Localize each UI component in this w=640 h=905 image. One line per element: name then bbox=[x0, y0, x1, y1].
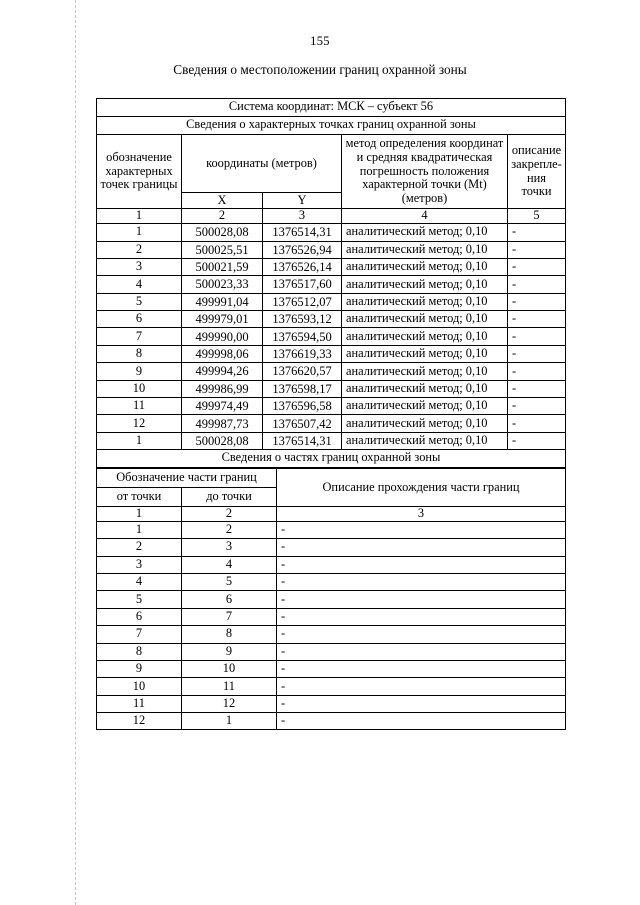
cell-from-point: 8 bbox=[97, 643, 182, 660]
cell-from-point: 11 bbox=[97, 695, 182, 712]
cell-point: 10 bbox=[97, 380, 182, 397]
cell-part-description: - bbox=[277, 626, 566, 643]
cell-y: 1376517,60 bbox=[263, 276, 342, 293]
cell-x: 500028,08 bbox=[182, 224, 263, 241]
table-row bbox=[97, 224, 566, 241]
header-x: X bbox=[182, 193, 263, 209]
cell-description: - bbox=[508, 380, 566, 397]
cell-from-point: 5 bbox=[97, 591, 182, 608]
col-num-1: 1 bbox=[97, 209, 182, 224]
cell-description: - bbox=[508, 398, 566, 415]
cell-description: - bbox=[508, 345, 566, 362]
cell-to-point: 11 bbox=[182, 678, 277, 695]
cell-description: - bbox=[508, 415, 566, 432]
cell-part-description: - bbox=[277, 539, 566, 556]
table-row bbox=[97, 660, 566, 677]
cell-point: 5 bbox=[97, 293, 182, 310]
cell-to-point: 12 bbox=[182, 695, 277, 712]
header-y: Y bbox=[263, 193, 342, 209]
cell-x: 499990,00 bbox=[182, 328, 263, 345]
cell-x: 500028,08 bbox=[182, 432, 263, 449]
cell-description: - bbox=[508, 276, 566, 293]
table-row bbox=[97, 345, 566, 362]
table-row bbox=[97, 626, 566, 643]
cell-description: - bbox=[508, 311, 566, 328]
cell-from-point: 7 bbox=[97, 626, 182, 643]
cell-from-point: 9 bbox=[97, 660, 182, 677]
cell-y: 1376512,07 bbox=[263, 293, 342, 310]
cell-point: 12 bbox=[97, 415, 182, 432]
cell-to-point: 7 bbox=[182, 608, 277, 625]
cell-point: 8 bbox=[97, 345, 182, 362]
cell-part-description: - bbox=[277, 556, 566, 573]
cell-point: 9 bbox=[97, 363, 182, 380]
cell-part-description: - bbox=[277, 660, 566, 677]
parts-column-number-row bbox=[97, 506, 566, 521]
cell-method: аналитический метод; 0,10 bbox=[342, 398, 508, 415]
col-num-2: 2 bbox=[182, 209, 263, 224]
table-row bbox=[97, 311, 566, 328]
table-row bbox=[97, 293, 566, 310]
table-row bbox=[97, 415, 566, 432]
table-row bbox=[97, 556, 566, 573]
cell-part-description: - bbox=[277, 521, 566, 538]
table-row bbox=[97, 398, 566, 415]
cell-method: аналитический метод; 0,10 bbox=[342, 363, 508, 380]
cell-point: 1 bbox=[97, 224, 182, 241]
table-row bbox=[97, 328, 566, 345]
table-row bbox=[97, 380, 566, 397]
cell-x: 499974,49 bbox=[182, 398, 263, 415]
cell-description: - bbox=[508, 432, 566, 449]
cell-point: 1 bbox=[97, 432, 182, 449]
cell-y: 1376514,31 bbox=[263, 432, 342, 449]
cell-part-description: - bbox=[277, 695, 566, 712]
cell-part-description: - bbox=[277, 713, 566, 730]
cell-x: 499987,73 bbox=[182, 415, 263, 432]
cell-x: 499991,04 bbox=[182, 293, 263, 310]
cell-description: - bbox=[508, 224, 566, 241]
cell-description: - bbox=[508, 328, 566, 345]
col-num-4: 4 bbox=[342, 209, 508, 224]
cell-from-point: 3 bbox=[97, 556, 182, 573]
cell-from-point: 2 bbox=[97, 539, 182, 556]
cell-from-point: 6 bbox=[97, 608, 182, 625]
cell-part-description: - bbox=[277, 573, 566, 590]
table-row bbox=[97, 591, 566, 608]
parts-section-band: Сведения о частях границ охранной зоны bbox=[97, 450, 566, 468]
cell-to-point: 4 bbox=[182, 556, 277, 573]
part-col-num-3: 3 bbox=[277, 506, 566, 521]
cell-from-point: 1 bbox=[97, 521, 182, 538]
cell-description: - bbox=[508, 258, 566, 275]
cell-method: аналитический метод; 0,10 bbox=[342, 380, 508, 397]
parts-header-row bbox=[97, 469, 566, 488]
cell-method: аналитический метод; 0,10 bbox=[342, 415, 508, 432]
table-row bbox=[97, 643, 566, 660]
table-row bbox=[97, 713, 566, 730]
table-row bbox=[97, 258, 566, 275]
part-col-num-2: 2 bbox=[182, 506, 277, 521]
cell-point: 11 bbox=[97, 398, 182, 415]
cell-description: - bbox=[508, 241, 566, 258]
table-row bbox=[97, 539, 566, 556]
cell-to-point: 3 bbox=[182, 539, 277, 556]
cell-to-point: 6 bbox=[182, 591, 277, 608]
cell-x: 500025,51 bbox=[182, 241, 263, 258]
cell-point: 4 bbox=[97, 276, 182, 293]
cell-method: аналитический метод; 0,10 bbox=[342, 276, 508, 293]
cell-x: 499994,26 bbox=[182, 363, 263, 380]
cell-to-point: 8 bbox=[182, 626, 277, 643]
cell-from-point: 10 bbox=[97, 678, 182, 695]
cell-y: 1376593,12 bbox=[263, 311, 342, 328]
cell-x: 499979,01 bbox=[182, 311, 263, 328]
cell-y: 1376526,14 bbox=[263, 258, 342, 275]
cell-x: 499986,99 bbox=[182, 380, 263, 397]
cell-description: - bbox=[508, 293, 566, 310]
table-row bbox=[97, 241, 566, 258]
cell-part-description: - bbox=[277, 591, 566, 608]
boundary-data-table bbox=[96, 98, 566, 468]
cell-y: 1376526,94 bbox=[263, 241, 342, 258]
col-num-5: 5 bbox=[508, 209, 566, 224]
cell-to-point: 9 bbox=[182, 643, 277, 660]
cell-method: аналитический метод; 0,10 bbox=[342, 293, 508, 310]
header-part-group: Обозначение части границ bbox=[97, 469, 277, 488]
cell-point: 7 bbox=[97, 328, 182, 345]
cell-method: аналитический метод; 0,10 bbox=[342, 328, 508, 345]
cell-point: 6 bbox=[97, 311, 182, 328]
cell-x: 499998,06 bbox=[182, 345, 263, 362]
table-row bbox=[97, 432, 566, 449]
table-row bbox=[97, 608, 566, 625]
table-row bbox=[97, 678, 566, 695]
header-to-point: до точки bbox=[182, 487, 277, 506]
parts-section-band-row bbox=[97, 450, 566, 468]
table-row bbox=[97, 695, 566, 712]
header-method: метод определения координат и средняя квадратическая погрешность положения характерной точки (Mt) (метров) bbox=[342, 134, 508, 208]
header-from-point: от точки bbox=[97, 487, 182, 506]
cell-method: аналитический метод; 0,10 bbox=[342, 311, 508, 328]
cadastral-tables bbox=[96, 98, 565, 730]
header-coordinates-group: координаты (метров) bbox=[182, 134, 342, 192]
cell-part-description: - bbox=[277, 643, 566, 660]
header-description: описание закрепле- ния точки bbox=[508, 134, 566, 208]
points-section-band-row bbox=[97, 116, 566, 134]
header-point-label: обозначение характерных точек границы bbox=[97, 134, 182, 208]
cell-y: 1376514,31 bbox=[263, 224, 342, 241]
cell-description: - bbox=[508, 363, 566, 380]
header-passage-description: Описание прохождения части границ bbox=[277, 469, 566, 507]
cell-from-point: 4 bbox=[97, 573, 182, 590]
cell-method: аналитический метод; 0,10 bbox=[342, 258, 508, 275]
cell-y: 1376507,42 bbox=[263, 415, 342, 432]
cell-method: аналитический метод; 0,10 bbox=[342, 241, 508, 258]
cell-to-point: 1 bbox=[182, 713, 277, 730]
document-title: Сведения о местоположении границ охранной зоны bbox=[173, 62, 467, 77]
points-column-number-row bbox=[97, 209, 566, 224]
cell-to-point: 5 bbox=[182, 573, 277, 590]
cell-y: 1376594,50 bbox=[263, 328, 342, 345]
cell-method: аналитический метод; 0,10 bbox=[342, 345, 508, 362]
points-header-row bbox=[97, 134, 566, 192]
cell-part-description: - bbox=[277, 608, 566, 625]
points-section-band: Сведения о характерных точках границ охранной зоны bbox=[97, 116, 566, 134]
cell-method: аналитический метод; 0,10 bbox=[342, 224, 508, 241]
col-num-3: 3 bbox=[263, 209, 342, 224]
cell-y: 1376596,58 bbox=[263, 398, 342, 415]
cell-x: 500021,59 bbox=[182, 258, 263, 275]
part-col-num-1: 1 bbox=[97, 506, 182, 521]
cell-x: 500023,33 bbox=[182, 276, 263, 293]
cell-point: 3 bbox=[97, 258, 182, 275]
table-row bbox=[97, 276, 566, 293]
table-row bbox=[97, 573, 566, 590]
table-row bbox=[97, 363, 566, 380]
cell-y: 1376619,33 bbox=[263, 345, 342, 362]
cell-to-point: 2 bbox=[182, 521, 277, 538]
cell-to-point: 10 bbox=[182, 660, 277, 677]
page-number: 155 bbox=[310, 34, 330, 48]
cell-point: 2 bbox=[97, 241, 182, 258]
coordinate-system-band: Система координат: МСК – субъект 56 bbox=[97, 99, 566, 117]
cell-method: аналитический метод; 0,10 bbox=[342, 432, 508, 449]
cell-part-description: - bbox=[277, 678, 566, 695]
cell-y: 1376598,17 bbox=[263, 380, 342, 397]
coordinate-system-band-row bbox=[97, 99, 566, 117]
cell-from-point: 12 bbox=[97, 713, 182, 730]
boundary-parts-table bbox=[96, 468, 566, 730]
table-row bbox=[97, 521, 566, 538]
cell-y: 1376620,57 bbox=[263, 363, 342, 380]
